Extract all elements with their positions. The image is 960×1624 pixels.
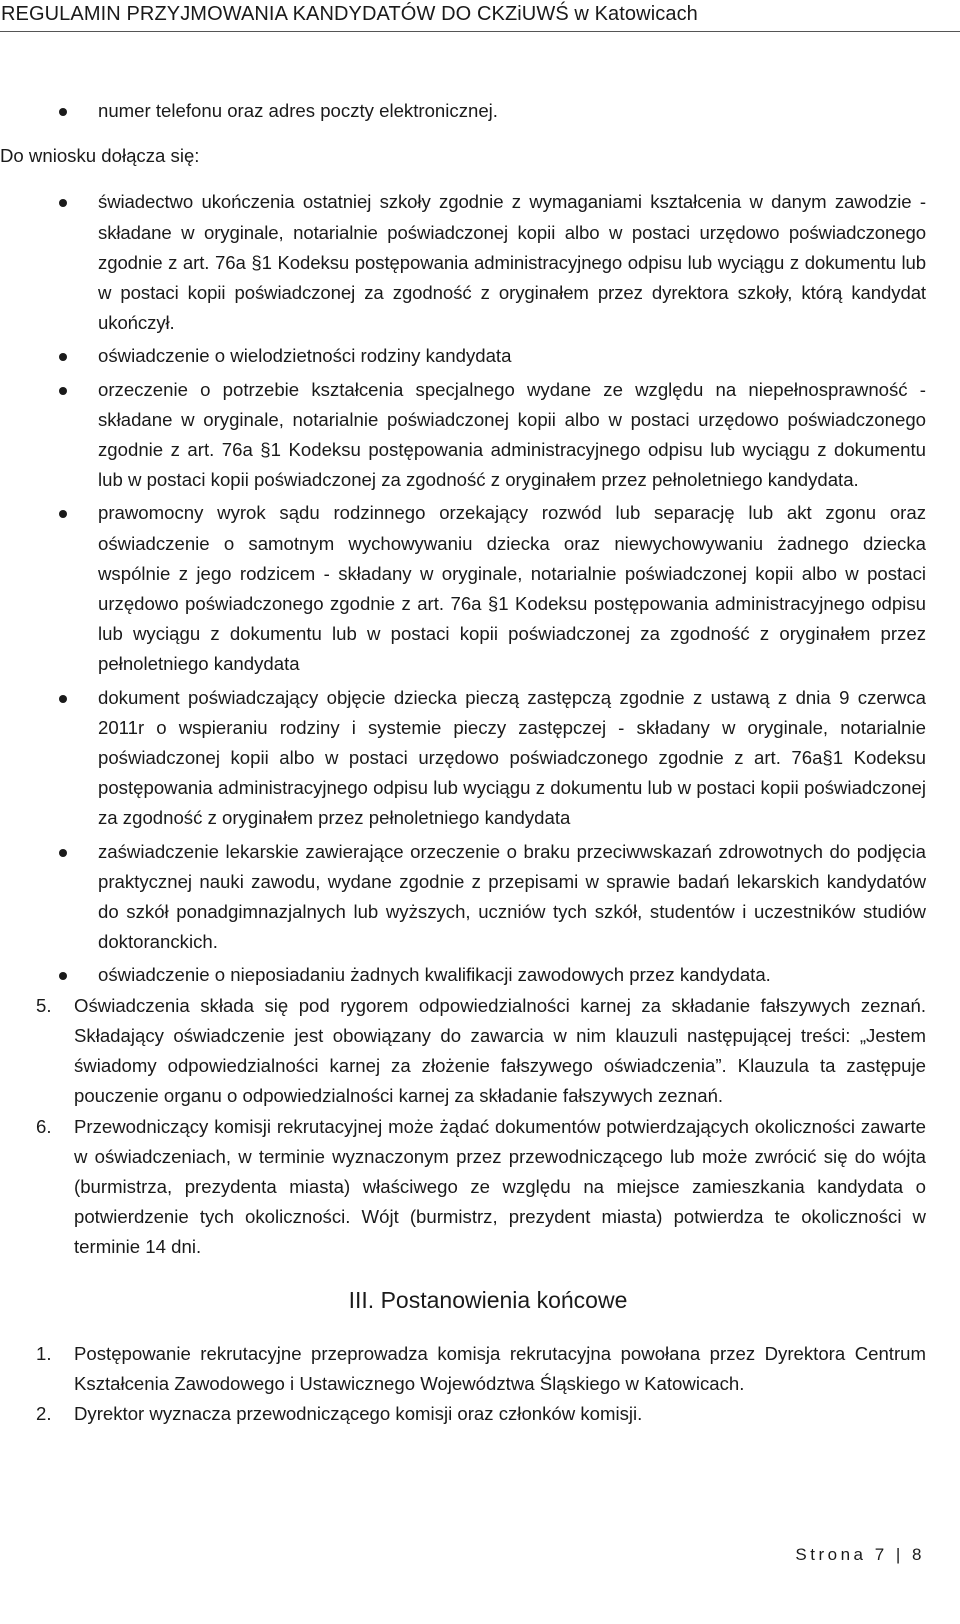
bullet-icon	[59, 695, 67, 703]
numbered-item	[36, 991, 926, 1112]
bullet-icon	[59, 849, 67, 857]
list-item-text: numer telefonu oraz adres poczty elektronicznej.	[98, 100, 498, 121]
attachment-text: oświadczenie o wielodzietności rodziny kandydata	[98, 345, 512, 367]
numbered-text: Oświadczenia składa się pod rygorem odpowiedzialności karnej za składanie fałszywych zeznań. Składający oświadczenie jest obowiązany do zawarcia w nim klauzuli następującej treści: „Jestem świadomy odpowiedzialności karnej za złożenie fałszywego oświadczenia”. Klauzula ta zastępuje pouczenie organu o odpowiedzialności karnej za składanie fałszywych zeznań.	[74, 994, 926, 1107]
page-number: Strona 7 | 8	[795, 1545, 925, 1564]
section-heading: III. Postanowienia końcowe	[348, 1286, 628, 1313]
page-header	[0, 0, 960, 32]
bullet-icon	[59, 387, 67, 395]
numbered-item	[36, 1339, 926, 1399]
attachment-item	[98, 375, 926, 496]
bullet-icon	[59, 353, 67, 361]
attachment-item	[98, 837, 926, 958]
attachment-text: orzeczenie o potrzebie kształcenia specjalnego wydane ze względu na niepełnosprawność -składane w oryginale, notarialnie poświadczonej kopii albo w postaci urzędowo poświadczonego zgodnie z art. 76a §1 Kodeksu postępowania administracyjnego odpisu lub wyciągu z dokumentu lub w postaci kopii poświadczonej za zgodność z oryginałem przez pełnoletniego kandydata.	[98, 378, 926, 491]
bullet-icon	[59, 108, 67, 116]
bullet-icon	[59, 972, 67, 980]
attachments-intro: Do wniosku dołącza się:	[0, 145, 200, 167]
item-number: 5.	[36, 994, 52, 1016]
attachment-text: prawomocny wyrok sądu rodzinnego orzekający rozwód lub separację lub akt zgonu oraz oświadczenie o samotnym wychowywaniu dziecka oraz niewychowywaniu żadnego dziecka wspólnie z jego rodzicem - składany w oryginale, notarialnie poświadczonej kopii albo w postaci urzędowo poświadczonego zgodnie z art. 76a §1 Kodeksu postępowania administracyjnego odpisu lub wyciągu z dokumentu lub w postaci kopii poświadczonej za zgodność z oryginałem przez pełnoletniego kandydata	[98, 502, 926, 675]
numbered-text: Przewodniczący komisji rekrutacyjnej może żądać dokumentów potwierdzających okoliczności zawarte w oświadczeniach, w terminie wyznaczonym przez przewodniczącego lub może zwrócić się do wójta (burmistrza, prezydenta miasta) właściwego ze względu na miejsce zamieszkania kandydata o potwierdzenie tych okoliczności. Wójt (burmistrz, prezydent miasta) potwierdza te okoliczności w terminie 14 dni.	[74, 1115, 926, 1258]
list-item-contact	[98, 96, 926, 126]
bullet-icon	[59, 199, 67, 207]
item-number: 1.	[36, 1342, 52, 1364]
item-number: 6.	[36, 1115, 52, 1137]
numbered-item	[36, 1399, 926, 1429]
item-number: 2.	[36, 1402, 52, 1424]
attachment-item	[98, 187, 926, 338]
attachment-text: oświadczenie o nieposiadaniu żadnych kwalifikacji zawodowych przez kandydata.	[98, 964, 771, 986]
attachment-item	[98, 498, 926, 679]
attachment-item	[98, 960, 926, 990]
attachment-text: świadectwo ukończenia ostatniej szkoły zgodnie z wymaganiami kształcenia w danym zawodzie - składane w oryginale, notarialnie poświadczonej kopii albo w postaci urzędowo poświadczonego zgodnie z art. 76a §1 Kodeksu postępowania administracyjnego odpisu lub wyciągu z dokumentu lub w postaci kopii poświadczonej za zgodność z oryginałem przez dyrektora szkoły, którą kandydat ukończył.	[98, 191, 926, 334]
attachment-item	[98, 683, 926, 834]
document-body	[0, 96, 960, 1429]
numbered-text: Dyrektor wyznacza przewodniczącego komisji oraz członków komisji.	[74, 1402, 643, 1424]
attachment-text: dokument poświadczający objęcie dziecka pieczą zastępczą zgodnie z ustawą z dnia 9 czerwca 2011r o wspieraniu rodziny i systemie pieczy zastępczej - składany w oryginale, notarialnie poświadczonej kopii albo w postaci urzędowo poświadczonego zgodnie z art. 76a§1 Kodeksu postępowania administracyjnego odpisu lub wyciągu z dokumentu lub w postaci kopii poświadczonej za zgodność z oryginałem przez pełnoletniego kandydata	[98, 686, 926, 829]
bullet-icon	[59, 510, 67, 518]
attachment-item	[98, 341, 926, 371]
numbered-text: Postępowanie rekrutacyjne przeprowadza komisja rekrutacyjna powołana przez Dyrektora Centrum Kształcenia Zawodowego i Ustawicznego Województwa Śląskiego w Katowicach.	[74, 1342, 926, 1394]
numbered-item	[36, 1112, 926, 1263]
header-title: REGULAMIN PRZYJMOWANIA KANDYDATÓW DO CKZiUWŚ w Katowicach	[1, 3, 698, 25]
attachment-text: zaświadczenie lekarskie zawierające orzeczenie o braku przeciwwskazań zdrowotnych do podjęcia praktycznej nauki zawodu, wydane zgodnie z przepisami w sprawie badań lekarskich kandydatów do szkół ponadgimnazjalnych lub wyższych, uczniów tych szkół, studentów i uczestników studiów doktoranckich.	[98, 840, 926, 953]
